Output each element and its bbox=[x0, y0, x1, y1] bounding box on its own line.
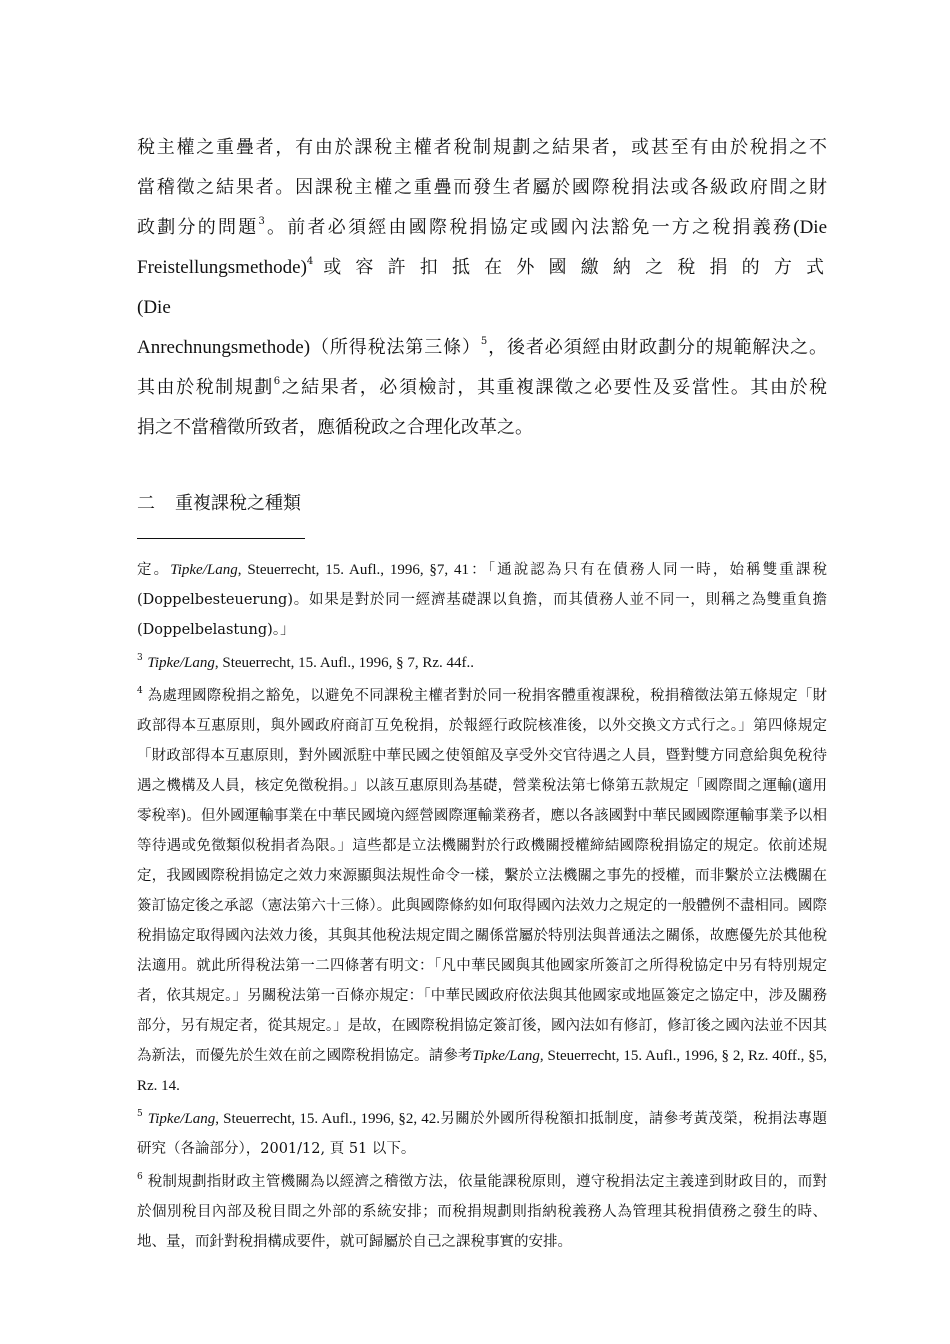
footnote-separator bbox=[137, 538, 305, 539]
footnote-ref[interactable]: 6 bbox=[273, 376, 281, 387]
footnote-number: 3 bbox=[137, 653, 143, 663]
section-heading bbox=[137, 492, 827, 516]
paragraph-line: 稅主權之重疊者，有由於課稅主權者稅制規劃之結果者，或甚至有由於稅捐之不 bbox=[137, 137, 827, 158]
footnote-ref[interactable]: 4 bbox=[306, 256, 314, 267]
footnote-number: 4 bbox=[137, 686, 143, 696]
paragraph-line: Anrechnungsmethode)（所得稅法第三條）$^5$，後者必須經由財政劃分的規範解決之。 bbox=[137, 336, 828, 358]
footnote-continuation: 定。Tipke/Lang, Steuerrecht, 15. Aufl., 1996, §7, 41：「通說認為只有在債務人同一時，始稱雙重課稅(Doppelbesteuerung)。如果是對於同一經濟基礎課以負擔，而其債務人並不同一，則稱之為雙重負擔(Doppelbelastung)。」 bbox=[137, 562, 828, 638]
paragraph-line: 捐之不當稽徵所致者，應循稅政之合理化改革之。 bbox=[137, 417, 533, 438]
footnote-ref[interactable]: 3 bbox=[258, 216, 265, 227]
footnote-number: 5 bbox=[137, 1109, 143, 1119]
footnote-ref[interactable]: 5 bbox=[480, 336, 488, 347]
body-text bbox=[137, 128, 827, 448]
paragraph-line: 政劃分的問題$^3$。前者必須經由國際稅捐協定或國內法豁免一方之稅捐義務(Die bbox=[137, 216, 828, 238]
footnote-6: $^6$ 稅制規劃指財政主管機關為以經濟之稽徵方法，依量能課稅原則，遵守稅捐法定主義達到財政目的，而對於個別稅目內部及稅目間之外部的系統安排；而稅捐規劃則指納稅義務人為管理其稅捐債務之發生的時、地、量，而針對稅捐構成要件，就可歸屬於自己之課稅事實的安排。 bbox=[137, 1172, 828, 1250]
footnotes bbox=[137, 555, 827, 1257]
section-number: 二 bbox=[137, 493, 155, 514]
paragraph-line: 其由於稅制規劃$^6$之結果者，必須檢討，其重複課徵之必要性及妥當性。其由於稅 bbox=[137, 376, 828, 398]
footnote-4: $^4$ 為處理國際稅捐之豁免，以避免不同課稅主權者對於同一稅捐客體重複課稅，稅捐稽徵法第五條規定「財政部得本互惠原則，與外國政府商訂互免稅捐，於報經行政院核准後，以外交換文方式行之。」第四條規定「財政部得本互惠原則，對外國派駐中華民國之使領館及享受外交官待遇之人員，暨對雙方同意給與免稅待遇之機構及人員，核定免徵稅捐。」以該互惠原則為基礎，營業稅法第七條第五款規定「國際間之運輸(適用零稅率)。但外國運輸事業在中華民國境內經營國際運輸業務者，應以各該國對中華民國國際運輸事業予以相等待遇或免徵類似稅捐者為限。」這些都是立法機關對於行政機關授權締結國際稅捐協定的規定。依前述規定，我國國際稅捐協定之效力來源顯與法規性命令一樣，繫於立法機關之事先的授權，而非繫於立法機關在簽訂協定後之承認（憲法第六十三條）。此與國際條約如何取得國內法效力之規定的一般體例不盡相同。國際稅捐協定取得國內法效力後，其與其他稅法規定間之關係當屬於特別法與普通法之關係，故應優先於其他稅法適用。就此所得稅法第一二四條著有明文：「凡中華民國與其他國家所簽訂之所得稅協定中另有特別規定者，依其規定。」另關稅法第一百條亦規定：「中華民國政府依法與其他國家或地區簽定之協定中，涉及關務部分，另有規定者，從其規定。」是故，在國際稅捐協定簽訂後，國內法如有修訂，修訂後之國內法並不因其為新法，而優先於生效在前之國際稅捐協定。請參考Tipke/Lang, Steuerrecht, 15. Aufl., 1996, § 2, Rz. 40ff., §5, Rz. 14. bbox=[137, 686, 828, 1094]
section-title: 重複課稅之種類 bbox=[175, 493, 301, 514]
footnote-number: 6 bbox=[137, 1172, 143, 1182]
paragraph-line: Freistellungsmethode)$^4$ 或 容 許 扣 抵 在 外 國 繳 納 之 稅 捐 的 方 式 (Die bbox=[137, 256, 827, 318]
footnote-3: $^3$ Tipke/Lang, Steuerrecht, 15. Aufl., 1996, § 7, Rz. 44f.. bbox=[137, 653, 474, 671]
footnote-5: $^5$ Tipke/Lang, Steuerrecht, 15. Aufl., 1996, §2, 42.另關於外國所得稅額扣抵制度，請參考黃茂榮，稅捐法專題研究（各論部分），2001/12, 頁 51 以下。 bbox=[137, 1109, 828, 1157]
document-page bbox=[137, 128, 827, 1260]
paragraph-line: 當稽徵之結果者。因課稅主權之重疊而發生者屬於國際稅捐法或各級政府間之財 bbox=[137, 177, 827, 198]
